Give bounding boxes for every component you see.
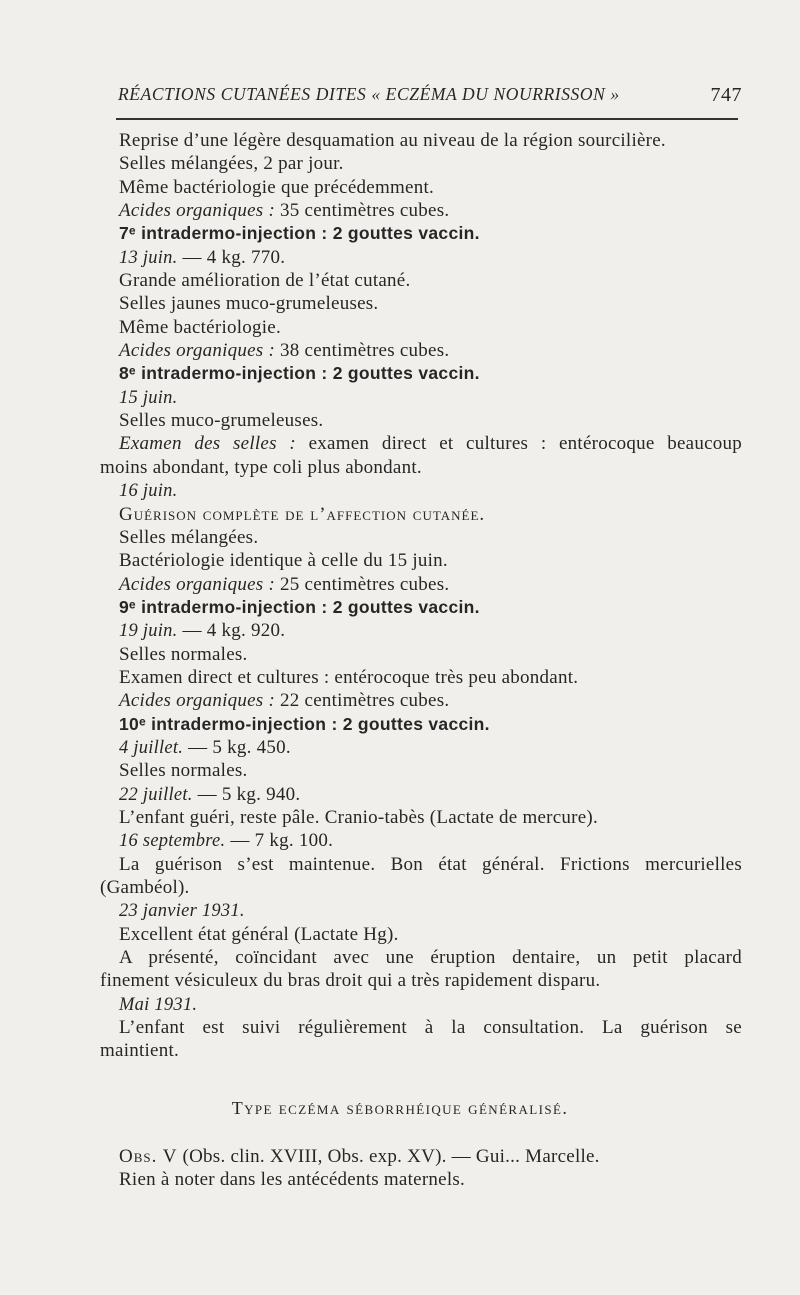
injection-line: 9ᵉ intradermo-injection : 2 gouttes vaccin. bbox=[119, 596, 480, 617]
italic-label: Examen des selles : bbox=[119, 433, 296, 455]
text-line bbox=[100, 736, 742, 759]
recovery-heading: Guérison complète de l’affection cutanée. bbox=[119, 503, 486, 525]
section-title: Type eczéma séborrhéique généralisé. bbox=[231, 1098, 569, 1118]
line-text: Selles mélangées, 2 par jour. bbox=[119, 153, 344, 175]
date-label: 16 juin. bbox=[119, 481, 178, 502]
text-line bbox=[100, 152, 742, 175]
line-text: L’enfant guéri, reste pâle. Cranio-tabès (Lactate de mercure). bbox=[119, 806, 599, 828]
text-line bbox=[100, 339, 742, 362]
text-line bbox=[100, 292, 742, 315]
observation-line: Rien à noter dans les antécédents maternels. bbox=[119, 1169, 466, 1191]
text-line bbox=[100, 899, 742, 922]
text-line bbox=[100, 689, 742, 712]
line-text: Examen direct et cultures : entérocoque très peu abondant. bbox=[119, 666, 579, 688]
italic-label: Acides organiques : bbox=[119, 573, 276, 595]
line-text: Même bactériologie. bbox=[119, 316, 281, 338]
text-line bbox=[100, 969, 742, 992]
line-text: — 4 kg. 920. bbox=[177, 620, 286, 642]
line-text: moins abondant, type coli plus abondant. bbox=[100, 456, 422, 478]
italic-label: Acides organiques : bbox=[119, 690, 276, 712]
injection-line: 8ᵉ intradermo-injection : 2 gouttes vaccin. bbox=[119, 363, 480, 384]
text-line bbox=[100, 432, 742, 455]
text-line bbox=[100, 503, 742, 526]
text-line bbox=[100, 246, 742, 269]
line-text: — 5 kg. 940. bbox=[192, 783, 301, 805]
text-line bbox=[100, 526, 742, 549]
line-text: (Gambéol). bbox=[100, 877, 190, 898]
line-text: Selles normales. bbox=[119, 643, 248, 665]
observation-text: (Obs. clin. XVIII, Obs. exp. XV). — Gui... Marcelle. bbox=[177, 1146, 600, 1167]
date-label: 19 juin. bbox=[119, 621, 178, 642]
observation-lead: Obs. V bbox=[119, 1146, 178, 1167]
line-text: Selles jaunes muco-grumeleuses. bbox=[119, 293, 379, 315]
observation-block bbox=[100, 1145, 742, 1192]
text-line bbox=[100, 946, 742, 969]
line-text: Selles muco-grumeleuses. bbox=[119, 410, 324, 432]
line-text: Grande amélioration de l’état cutané. bbox=[119, 270, 411, 292]
page-number: 747 bbox=[710, 84, 742, 106]
line-text: 22 centimètres cubes. bbox=[275, 690, 450, 712]
line-text: La guérison s’est maintenue. Bon état général. Frictions mercurielles bbox=[119, 853, 742, 875]
line-text: Bactériologie identique à celle du 15 juin. bbox=[119, 550, 448, 572]
line-text: Même bactériologie que précédemment. bbox=[119, 176, 434, 198]
line-text: — 4 kg. 770. bbox=[177, 246, 286, 268]
running-title: RÉACTIONS CUTANÉES DITES « ECZÉMA DU NOURRISSON » bbox=[118, 84, 620, 104]
italic-label: Acides organiques : bbox=[119, 200, 276, 222]
text-line bbox=[100, 129, 742, 152]
text-line bbox=[100, 573, 742, 596]
text-line bbox=[100, 643, 742, 666]
date-label: 4 juillet. bbox=[119, 737, 184, 758]
text-line bbox=[100, 1016, 742, 1039]
text-line bbox=[100, 876, 742, 899]
text-line bbox=[100, 829, 742, 852]
text-line bbox=[100, 222, 742, 245]
text-line bbox=[100, 479, 742, 502]
text-line bbox=[100, 386, 742, 409]
date-label: 15 juin. bbox=[119, 387, 178, 408]
line-text: — 7 kg. 100. bbox=[225, 830, 334, 852]
line-text: A présenté, coïncidant avec une éruption dentaire, un petit placard bbox=[119, 947, 742, 969]
line-text: Selles mélangées. bbox=[119, 526, 259, 548]
line-text: Selles normales. bbox=[119, 760, 248, 782]
line-text: Reprise d’une légère desquamation au niveau de la région sourcilière. bbox=[119, 130, 666, 151]
text-line bbox=[100, 713, 742, 736]
line-text: Excellent état général (Lactate Hg). bbox=[119, 923, 399, 945]
text-line bbox=[100, 316, 742, 339]
line-text: L’enfant est suivi régulièrement à la consultation. La guérison se bbox=[119, 1017, 742, 1039]
observation-line bbox=[100, 1145, 742, 1168]
injection-line: 7ᵉ intradermo-injection : 2 gouttes vaccin. bbox=[119, 223, 480, 244]
date-label: 22 juillet. bbox=[119, 784, 193, 805]
line-text: 38 centimètres cubes. bbox=[275, 340, 450, 362]
text-line bbox=[100, 1039, 742, 1062]
text-line bbox=[100, 409, 742, 432]
text-line bbox=[100, 362, 742, 385]
text-line bbox=[100, 456, 742, 479]
text-line bbox=[100, 923, 742, 946]
text-line bbox=[100, 596, 742, 619]
text-line bbox=[100, 269, 742, 292]
running-head bbox=[118, 84, 742, 108]
date-label: 23 janvier 1931. bbox=[119, 901, 245, 922]
line-text: maintient. bbox=[100, 1040, 180, 1062]
text-line bbox=[100, 759, 742, 782]
line-text: 25 centimètres cubes. bbox=[275, 573, 450, 595]
line-text: finement vésiculeux du bras droit qui a très rapidement disparu. bbox=[100, 970, 601, 992]
case-notes bbox=[100, 129, 742, 1063]
text-line bbox=[100, 993, 742, 1016]
text-line bbox=[100, 199, 742, 222]
italic-label: Acides organiques : bbox=[119, 340, 276, 362]
date-label: 13 juin. bbox=[119, 247, 178, 268]
header-rule bbox=[116, 118, 738, 120]
text-line bbox=[100, 853, 742, 876]
line-text: examen direct et cultures : entérocoque beaucoup bbox=[295, 433, 743, 455]
injection-line: 10ᵉ intradermo-injection : 2 gouttes vaccin. bbox=[119, 713, 490, 734]
text-line bbox=[100, 806, 742, 829]
line-text: 35 centimètres cubes. bbox=[275, 200, 450, 222]
date-label: 16 septembre. bbox=[119, 831, 226, 852]
text-line bbox=[100, 549, 742, 572]
text-line bbox=[100, 619, 742, 642]
text-line bbox=[100, 176, 742, 199]
line-text: — 5 kg. 450. bbox=[183, 736, 291, 758]
text-line bbox=[100, 783, 742, 806]
text-line bbox=[100, 666, 742, 689]
date-label: Mai 1931. bbox=[119, 994, 198, 1015]
